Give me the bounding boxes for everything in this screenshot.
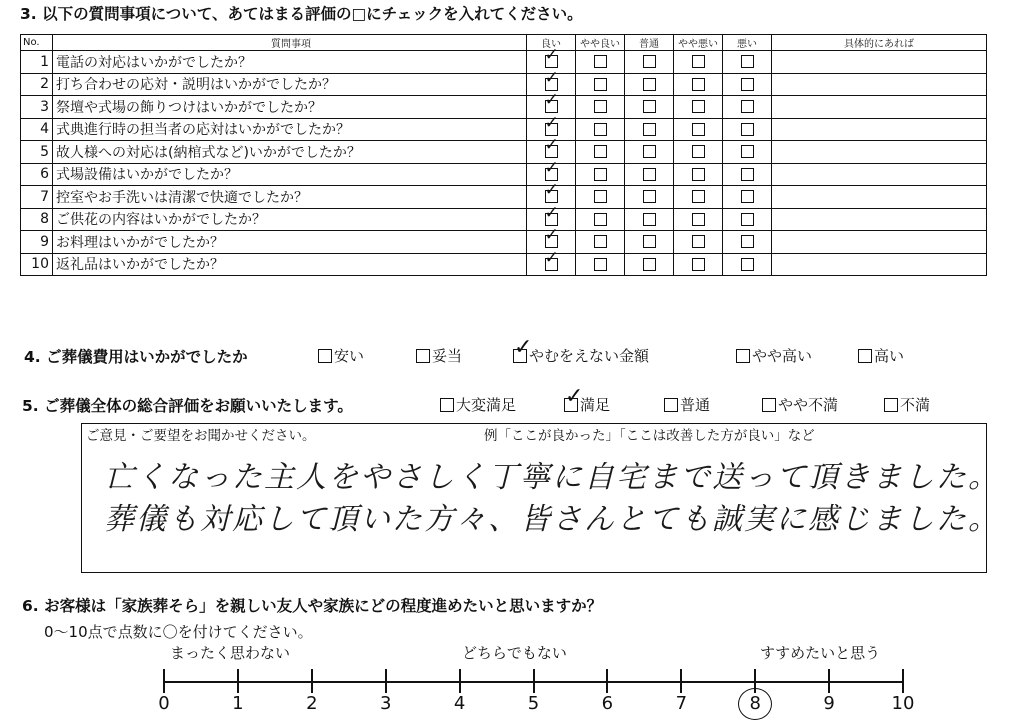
col-rating-header: 悪い (723, 35, 772, 51)
rating-checkbox[interactable] (643, 55, 656, 68)
detail-cell (772, 73, 987, 96)
rating-checkbox[interactable] (643, 213, 656, 226)
scale-tick (828, 669, 830, 693)
handwritten-line: 亡くなった主人をやさしく丁寧に自宅まで送って頂きました。 (104, 460, 1000, 495)
question-text: お料理はいかがでしたか？ (53, 231, 527, 254)
detail-cell (772, 96, 987, 119)
row-number: 8 (21, 208, 53, 231)
option-checkbox[interactable] (416, 349, 430, 363)
rating-checkbox[interactable] (643, 258, 656, 271)
rating-checkbox[interactable] (594, 235, 607, 248)
section6-subtitle: 0～10点で点数に〇を付けてください。 (44, 623, 313, 641)
rating-checkbox[interactable] (741, 100, 754, 113)
rating-checkbox[interactable] (741, 235, 754, 248)
scale-tick (237, 669, 239, 693)
rating-checkbox[interactable] (692, 78, 705, 91)
detail-cell (772, 208, 987, 231)
scale-tick (459, 669, 461, 693)
detail-cell (772, 51, 987, 74)
scale-tick (902, 669, 904, 693)
rating-checkbox[interactable] (643, 145, 656, 158)
option-checkbox[interactable] (318, 349, 332, 363)
rating-checkbox[interactable] (545, 168, 558, 181)
rating-checkbox[interactable] (545, 78, 558, 91)
rating-checkbox[interactable] (594, 213, 607, 226)
question-text: 式場設備はいかがでしたか？ (53, 163, 527, 186)
option-label: 大変満足 (456, 396, 517, 414)
rating-checkbox[interactable] (545, 190, 558, 203)
comment-label: ご意見・ご要望をお聞かせください。 (86, 428, 316, 444)
scale-tick (680, 669, 682, 693)
rating-checkbox[interactable] (643, 190, 656, 203)
col-rating-header: やや悪い (674, 35, 723, 51)
rating-checkbox[interactable] (741, 78, 754, 91)
rating-checkbox[interactable] (594, 190, 607, 203)
row-number: 6 (21, 163, 53, 186)
rating-checkbox[interactable] (545, 123, 558, 136)
option-label: 普通 (680, 396, 711, 414)
row-number: 9 (21, 231, 53, 254)
row-number: 7 (21, 186, 53, 209)
table-row (21, 73, 987, 96)
section4-option[interactable] (858, 345, 904, 366)
rating-checkbox[interactable] (643, 168, 656, 181)
rating-checkbox[interactable] (692, 55, 705, 68)
detail-cell (772, 163, 987, 186)
score-option[interactable]: 3 (379, 693, 392, 714)
scale-label-high: すすめたいと思う (760, 644, 881, 662)
row-number: 4 (21, 118, 53, 141)
row-number: 2 (21, 73, 53, 96)
table-row (21, 231, 987, 254)
rating-checkbox[interactable] (741, 145, 754, 158)
col-rating-header: 普通 (625, 35, 674, 51)
rating-checkbox[interactable] (594, 78, 607, 91)
question-text: 電話の対応はいかがでしたか？ (53, 51, 527, 74)
col-detail-header: 具体的にあれば (772, 35, 987, 51)
option-label: やや高い (752, 347, 813, 365)
detail-cell (772, 141, 987, 164)
row-number: 10 (21, 253, 53, 276)
score-option[interactable]: 10 (891, 693, 915, 714)
rating-checkbox[interactable] (545, 258, 558, 271)
rating-checkbox[interactable] (741, 190, 754, 203)
table-header-row (21, 35, 987, 51)
option-label: 安い (334, 347, 365, 365)
scale-tick (533, 669, 535, 693)
comment-box (81, 423, 1000, 573)
row-number: 3 (21, 96, 53, 119)
score-option[interactable]: 1 (232, 693, 244, 714)
section4-option[interactable] (736, 345, 812, 366)
question-text: 故人様への対応は(納棺式など)いかがでしたか？ (53, 141, 527, 164)
col-no-header: No. (21, 35, 53, 51)
detail-cell (772, 231, 987, 254)
scale-label-mid: どちらでもない (462, 644, 567, 662)
question-text: 打ち合わせの応対・説明はいかがでしたか？ (53, 73, 527, 96)
rating-checkbox[interactable] (545, 100, 558, 113)
rating-checkbox[interactable] (643, 123, 656, 136)
rating-checkbox[interactable] (692, 145, 705, 158)
option-label: やや不満 (778, 396, 839, 414)
rating-checkbox[interactable] (741, 123, 754, 136)
detail-cell (772, 253, 987, 276)
question-text: 祭壇や式場の飾りつけはいかがでしたか？ (53, 96, 527, 119)
scale-tick (163, 669, 165, 693)
table-row (21, 163, 987, 186)
rating-checkbox[interactable] (692, 235, 705, 248)
scale-tick (385, 669, 387, 693)
rating-checkbox[interactable] (741, 168, 754, 181)
table-row (21, 186, 987, 209)
table-row (21, 96, 987, 119)
rating-checkbox[interactable] (643, 100, 656, 113)
section5-option[interactable] (564, 394, 610, 415)
rating-checkbox[interactable] (545, 213, 558, 226)
rating-checkbox[interactable] (594, 123, 607, 136)
scale-label-low: まったく思わない (170, 644, 291, 662)
section4-option[interactable] (416, 345, 462, 366)
selected-score-circle (738, 688, 772, 720)
option-checkbox[interactable] (564, 398, 578, 412)
option-checkbox[interactable] (513, 349, 527, 363)
table-row (21, 208, 987, 231)
section5-option[interactable] (664, 394, 710, 415)
scale-tick (311, 669, 313, 693)
rating-checkbox[interactable] (594, 258, 607, 271)
comment-example: 例「ここが良かった」「ここは改善した方が良い」など (484, 428, 815, 444)
section6-title: 6. お客様は「家族葬そら」を親しい友人や家族にどの程度進めたいと思いますか？ (22, 597, 603, 615)
section3-title: 3. 以下の質問事項について、あてはまる評価の□にチェックを入れてください。 (20, 5, 583, 23)
section4-option[interactable] (318, 345, 364, 366)
score-option[interactable]: 2 (306, 693, 318, 714)
option-label: やむをえない金額 (529, 347, 650, 365)
option-checkbox[interactable] (440, 398, 454, 412)
col-question-header: 質問事項 (53, 35, 527, 51)
score-option[interactable]: 8 (749, 693, 761, 714)
handwritten-line: 葬儀も対応して頂いた方々、皆さんとても誠実に感じました。 (104, 502, 1000, 537)
rating-checkbox[interactable] (643, 78, 656, 91)
rating-checkbox[interactable] (594, 168, 607, 181)
section4-option[interactable] (513, 345, 649, 366)
detail-cell (772, 118, 987, 141)
rating-checkbox[interactable] (692, 190, 705, 203)
row-number: 1 (21, 51, 53, 74)
score-option[interactable]: 7 (675, 693, 688, 714)
score-option[interactable]: 9 (823, 693, 835, 714)
question-text: 返礼品はいかがでしたか？ (53, 253, 527, 276)
rating-checkbox[interactable] (692, 168, 705, 181)
option-checkbox[interactable] (884, 398, 898, 412)
score-option[interactable]: 6 (601, 693, 614, 714)
option-checkbox[interactable] (664, 398, 678, 412)
table-row (21, 118, 987, 141)
section5-option[interactable] (440, 394, 516, 415)
col-rating-header: やや良い (576, 35, 625, 51)
rating-checkbox[interactable] (643, 235, 656, 248)
rating-checkbox[interactable] (692, 258, 705, 271)
rating-checkbox[interactable] (545, 55, 558, 68)
question-text: 式典進行時の担当者の応対はいかがでしたか？ (53, 118, 527, 141)
option-checkbox[interactable] (736, 349, 750, 363)
question-text: 控室やお手洗いは清潔で快適でしたか？ (53, 186, 527, 209)
score-option[interactable]: 0 (158, 693, 170, 714)
section5-title: 5. ご葬儀全体の総合評価をお願いいたします。 (22, 397, 353, 415)
table-row (21, 51, 987, 74)
option-checkbox[interactable] (762, 398, 776, 412)
option-label: 妥当 (432, 347, 463, 365)
question-text: ご供花の内容はいかがでしたか？ (53, 208, 527, 231)
rating-checkbox[interactable] (692, 100, 705, 113)
table-row (21, 253, 987, 276)
option-label: 不満 (900, 396, 931, 414)
rating-checkbox[interactable] (741, 258, 754, 271)
row-number: 5 (21, 141, 53, 164)
scale-tick (606, 669, 608, 693)
rating-checkbox[interactable] (594, 145, 607, 158)
rating-checkbox[interactable] (545, 235, 558, 248)
rating-checkbox[interactable] (692, 213, 705, 226)
rating-checkbox[interactable] (692, 123, 705, 136)
questionnaire-table (20, 34, 987, 276)
score-option[interactable]: 5 (527, 693, 540, 714)
section5-option[interactable] (884, 394, 930, 415)
section4-title: 4. ご葬儀費用はいかがでしたか (24, 348, 248, 366)
col-rating-header: 良い (527, 35, 576, 51)
score-option[interactable]: 4 (453, 693, 466, 714)
detail-cell (772, 186, 987, 209)
option-checkbox[interactable] (858, 349, 872, 363)
option-label: 高い (874, 347, 905, 365)
rating-checkbox[interactable] (741, 213, 754, 226)
rating-checkbox[interactable] (741, 55, 754, 68)
option-label: 満足 (580, 396, 611, 414)
table-row (21, 141, 987, 164)
rating-checkbox[interactable] (594, 100, 607, 113)
section5-option[interactable] (762, 394, 838, 415)
rating-checkbox[interactable] (594, 55, 607, 68)
rating-checkbox[interactable] (545, 145, 558, 158)
